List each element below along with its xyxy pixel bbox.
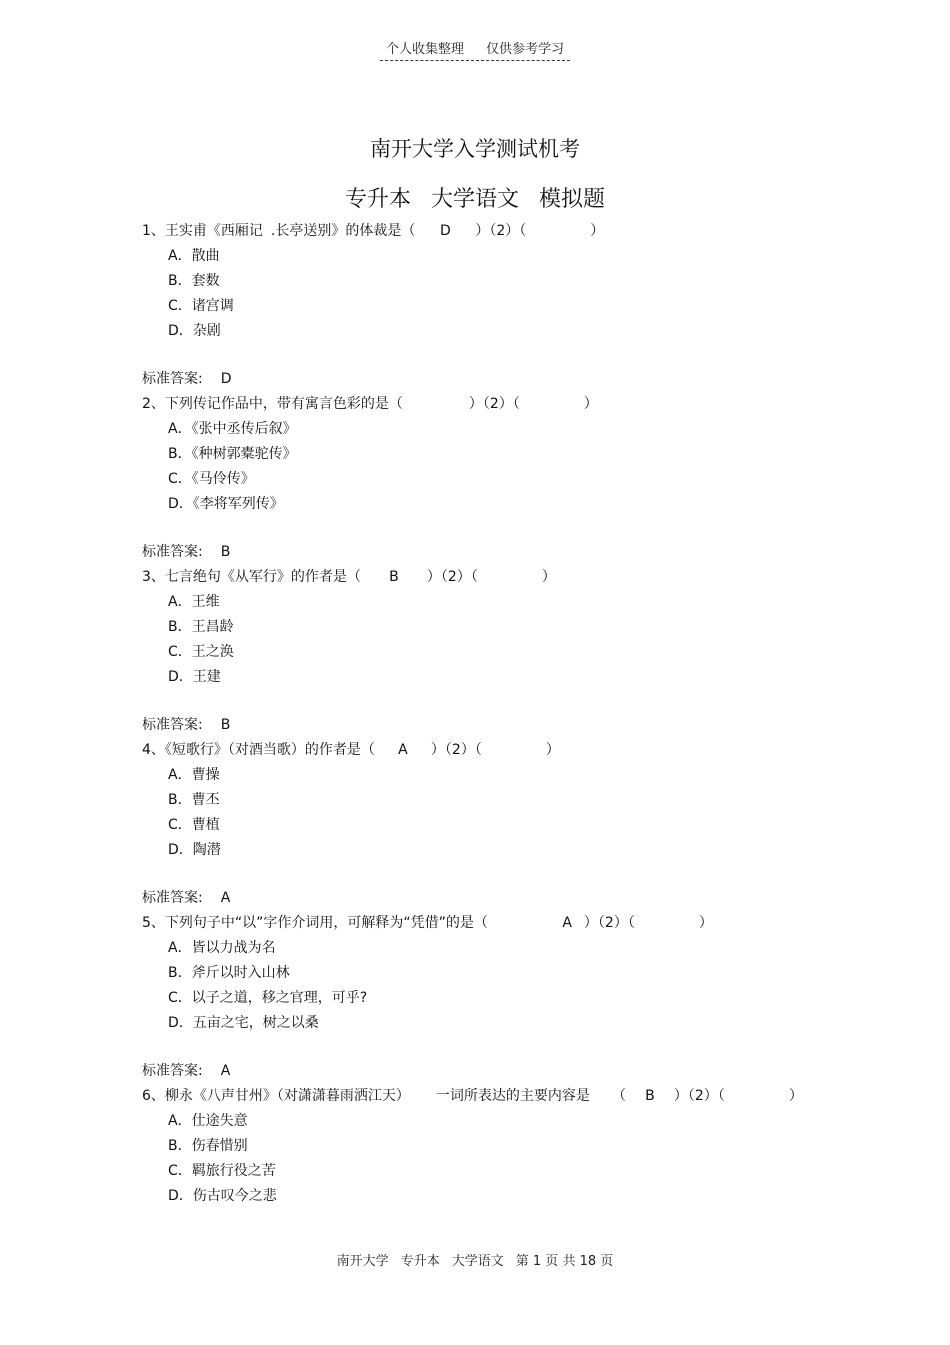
- stem-part: 4、《短歌行》（对酒当歌）的作者是（: [142, 742, 375, 758]
- question-list: [142, 219, 842, 1209]
- option-item: B．王昌龄: [168, 619, 234, 635]
- answer-label: 标准答案:: [142, 1063, 203, 1079]
- stem-part: 6、柳永《八声甘州》（对潇潇暮雨洒江天）: [142, 1088, 410, 1104]
- option-item: A．皆以力战为名: [168, 940, 276, 956]
- subtitle-level: 专升本: [344, 187, 411, 212]
- footer-text: 共: [562, 1254, 576, 1269]
- answer-value: B: [220, 717, 231, 733]
- stem-part: .长亭送别》的体裁是（: [270, 223, 416, 239]
- option-item: D．伤古叹今之悲: [168, 1188, 277, 1204]
- stem-part: 2、下列传记作品中，带有寓言色彩的是（: [142, 396, 403, 412]
- stem-part: 1、王实甫《西厢记: [142, 223, 263, 239]
- option-item: D．陶潜: [168, 842, 221, 858]
- subtitle-course: 大学语文: [430, 187, 519, 212]
- answer-value: D: [220, 371, 232, 387]
- option-item: A．《张中丞传后叙》: [168, 421, 297, 437]
- footer-text: 第: [515, 1254, 529, 1269]
- option-item: D．王建: [168, 669, 221, 685]
- option-item: B．斧斤以时入山林: [168, 965, 290, 981]
- footer-text: 页: [545, 1254, 559, 1269]
- option-item: B．《种树郭橐驼传》: [168, 446, 297, 462]
- stem-part: 5、下列句子中“以”字作介词用，可解释为“凭借”的是（: [142, 915, 488, 931]
- stem-part: ）: [788, 1088, 803, 1104]
- question-stem: 6、柳永《八声甘州》（对潇潇暮雨洒江天） 一词所表达的主要内容是 （ B ）（2）（ ）: [142, 1084, 842, 1109]
- option-item: C．以子之道，移之官理，可乎?: [168, 990, 368, 1006]
- option-item: B．曹丕: [168, 792, 220, 808]
- stem-part: ）: [583, 396, 598, 412]
- option-item: D．杂剧: [168, 323, 221, 339]
- answer-value: A: [220, 890, 231, 906]
- option-item: A．散曲: [168, 248, 220, 264]
- stem-part: ）: [698, 915, 713, 931]
- document-title: 南开大学入学测试机考: [370, 137, 580, 161]
- stem-part: ）: [541, 569, 556, 585]
- answer-fill: A: [398, 742, 408, 758]
- page-footer: [0, 1250, 950, 1269]
- option-item: A．仕途失意: [168, 1113, 248, 1129]
- stem-part: ）: [590, 223, 605, 239]
- answer-label: 标准答案:: [142, 890, 203, 906]
- answer-fill: A: [562, 915, 572, 931]
- option-item: A．曹操: [168, 767, 220, 783]
- option-item: D．五亩之宅，树之以桑: [168, 1015, 319, 1031]
- stem-part: ）: [545, 742, 560, 758]
- option-item: C．《马伶传》: [168, 471, 255, 487]
- standard-answer: [142, 886, 842, 911]
- answer-label: 标准答案:: [142, 371, 203, 387]
- question-stem: [142, 738, 842, 763]
- option-item: D．《李将军列传》: [168, 496, 284, 512]
- stem-part: ）（2）（: [426, 569, 478, 585]
- stem-part: 一词所表达的主要内容是: [435, 1088, 590, 1104]
- page-header: [0, 38, 950, 61]
- answer-label: 标准答案:: [142, 544, 203, 560]
- question-stem: [142, 392, 842, 417]
- option-item: B．套数: [168, 273, 220, 289]
- answer-value: A: [220, 1063, 231, 1079]
- footer-course: 大学语文: [451, 1254, 504, 1269]
- header-right-text: 仅供参考学习: [486, 42, 565, 57]
- question-stem: [142, 565, 842, 590]
- footer-page-number: 1: [532, 1254, 542, 1269]
- stem-part: ）（2）（: [468, 396, 520, 412]
- answer-fill: D: [439, 223, 451, 239]
- question-stem: [142, 219, 842, 244]
- option-item: A．王维: [168, 594, 220, 610]
- stem-part: 3、七言绝句《从军行》的作者是（: [142, 569, 361, 585]
- footer-level: 专升本: [400, 1254, 440, 1269]
- subtitle-type: 模拟题: [539, 187, 606, 212]
- header-rule: [380, 38, 570, 61]
- stem-part: ）（2）（: [583, 915, 635, 931]
- option-item: C．诸宫调: [168, 298, 234, 314]
- answer-value: B: [220, 544, 231, 560]
- standard-answer: [142, 1059, 842, 1084]
- option-item: B．伤春惜别: [168, 1138, 248, 1154]
- header-left-text: 个人收集整理: [385, 42, 464, 57]
- footer-page-total: 18: [579, 1254, 597, 1269]
- stem-part: ）（2）（: [673, 1088, 725, 1104]
- answer-fill: B: [389, 569, 399, 585]
- answer-fill: B: [645, 1088, 655, 1104]
- option-item: C．曹植: [168, 817, 220, 833]
- standard-answer: [142, 540, 842, 565]
- option-item: C．王之涣: [168, 644, 234, 660]
- answer-label: 标准答案:: [142, 717, 203, 733]
- stem-part: ）（2）（: [430, 742, 482, 758]
- standard-answer: [142, 367, 842, 392]
- footer-text: 页: [600, 1254, 614, 1269]
- question-stem: [142, 911, 842, 936]
- document-subtitle: [0, 182, 950, 213]
- footer-school: 南开大学: [336, 1254, 389, 1269]
- option-item: C．羁旅行役之苦: [168, 1163, 276, 1179]
- stem-part: ）（2）（: [475, 223, 527, 239]
- standard-answer: [142, 713, 842, 738]
